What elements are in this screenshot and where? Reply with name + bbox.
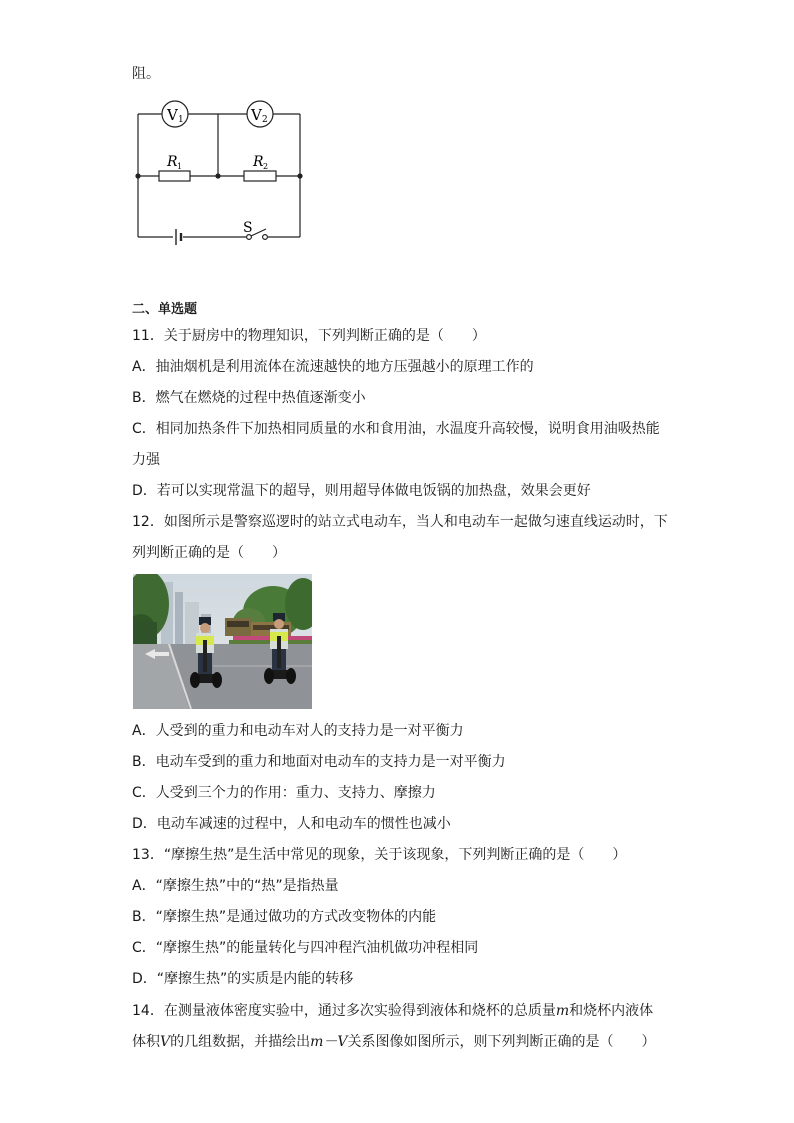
junction-dot — [135, 173, 140, 178]
q11-option-b: B．燃气在燃烧的过程中热值逐渐变小 — [132, 390, 366, 406]
q11-option-c-line2: 力强 — [132, 452, 160, 468]
q12-option-b: B．电动车受到的重力和地面对电动车的支持力是一对平衡力 — [132, 754, 506, 770]
q14-stem-line2 — [132, 1032, 656, 1052]
resistor-r1-subscript: 1 — [177, 162, 183, 171]
resistor-r1-symbol — [159, 171, 190, 181]
q14-stem-text: 关系图像如图所示，则下列判断正确的是（ ） — [347, 1034, 656, 1050]
resistor-r1-label: R — [167, 154, 178, 170]
resistor-r2-symbol — [244, 171, 276, 181]
voltmeter-v2-subscript: 2 — [262, 115, 268, 125]
q14-stem-text: 体积 — [132, 1034, 160, 1050]
q13-option-b: B．“摩擦生热”是通过做功的方式改变物体的内能 — [132, 909, 437, 925]
q13-option-a: A．“摩擦生热”中的“热”是指热量 — [132, 878, 339, 894]
q14-variable-mv: m－V — [310, 1034, 348, 1050]
voltmeter-v2-label: V — [251, 106, 262, 124]
q11-option-d: D．若可以实现常温下的超导，则用超导体做电饭锅的加热盘，效果会更好 — [132, 483, 591, 499]
q14-stem-line1 — [132, 1001, 653, 1021]
q14-stem-text: 14．在测量液体密度实验中，通过多次实验得到液体和烧杯的总质量 — [132, 1003, 556, 1019]
section-title: 二、单选题 — [132, 302, 198, 317]
resistor-r2-label: R — [253, 154, 264, 170]
junction-dot — [215, 173, 220, 178]
voltmeter-v1-subscript: 1 — [178, 115, 184, 125]
q12-stem-line2: 列判断正确的是（ ） — [132, 545, 286, 561]
q13-option-d: D．“摩擦生热”的实质是内能的转移 — [132, 971, 354, 987]
junction-dot — [297, 173, 302, 178]
q14-stem-text: 的几组数据，并描绘出 — [170, 1034, 311, 1050]
q14-variable-m: m — [555, 1003, 570, 1019]
resistor-r2-subscript: 2 — [263, 162, 269, 171]
circuit-diagram — [0, 95, 794, 355]
q11-option-c-line1: C．相同加热条件下加热相同质量的水和食用油，水温度升高较慢，说明食用油吸热能 — [132, 421, 660, 437]
q12-option-c: C．人受到三个力的作用：重力、支持力、摩擦力 — [132, 785, 436, 801]
q12-stem-line1: 12．如图所示是警察巡逻时的站立式电动车，当人和电动车一起做匀速直线运动时，下 — [132, 514, 668, 530]
q11-option-a: A．抽油烟机是利用流体在流速越快的地方压强越小的原理工作的 — [132, 359, 534, 375]
q12-option-d: D．电动车减速的过程中，人和电动车的惯性也减小 — [132, 816, 451, 832]
q11-stem: 11．关于厨房中的物理知识，下列判断正确的是（ ） — [132, 328, 486, 344]
battery-symbol — [176, 229, 181, 245]
voltmeter-v1-label: V — [167, 106, 178, 124]
q14-variable-v: V — [160, 1034, 171, 1050]
q14-stem-text: 和烧杯内液体 — [569, 1003, 654, 1019]
police-scooter-photo — [133, 574, 312, 709]
q12-option-a: A．人受到的重力和电动车对人的支持力是一对平衡力 — [132, 723, 464, 739]
switch-label: S — [243, 220, 253, 236]
intro-text-tail: 阻。 — [132, 66, 160, 82]
q13-stem: 13．“摩擦生热”是生活中常见的现象，关于该现象，下列判断正确的是（ ） — [132, 847, 627, 863]
q13-option-c: C．“摩擦生热”的能量转化与四冲程汽油机做功冲程相同 — [132, 940, 479, 956]
